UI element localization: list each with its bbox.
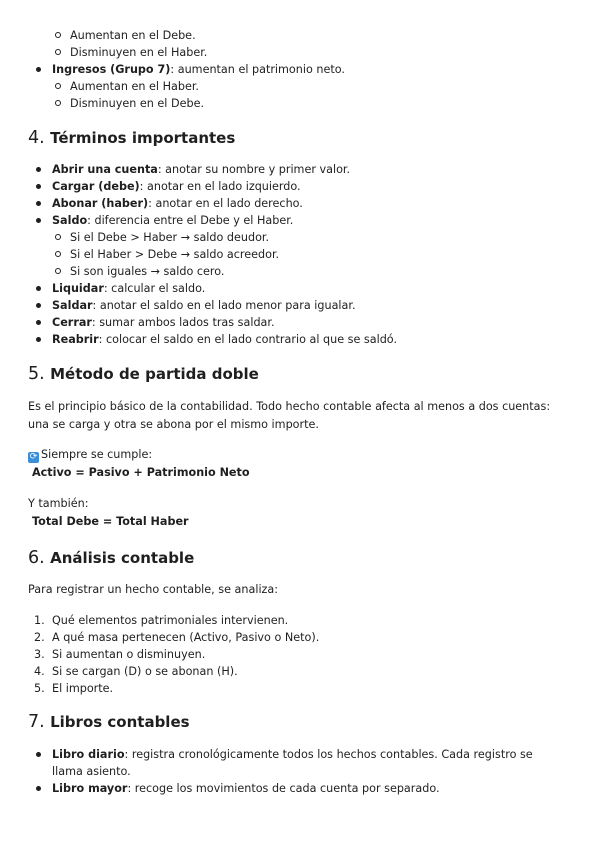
definition: : colocar el saldo en el lado contrario al que se saldó. bbox=[98, 333, 398, 346]
section-number: 4. bbox=[28, 128, 45, 148]
list-item bbox=[0, 178, 600, 195]
list-item bbox=[0, 680, 600, 697]
list-item: Si el Haber > Debe → saldo acreedor. bbox=[0, 246, 600, 263]
section-number: 7. bbox=[28, 712, 45, 732]
list-item: Aumentan en el Debe. bbox=[0, 27, 600, 44]
paragraph: Es el principio básico de la contabilidad. Todo hecho contable afecta al menos a dos cuentas: una se carga y otra se abona por el mismo importe. bbox=[28, 400, 551, 431]
list-item bbox=[0, 280, 600, 297]
list-item bbox=[0, 646, 600, 663]
term: Libro diario bbox=[52, 748, 125, 761]
definition: : anotar en el lado derecho. bbox=[148, 197, 303, 210]
term: Saldar bbox=[52, 299, 93, 312]
list-item: Disminuyen en el Debe. bbox=[0, 95, 600, 112]
section-number: 6. bbox=[28, 548, 45, 568]
item-number: 2. bbox=[34, 631, 45, 644]
list-item bbox=[0, 212, 600, 229]
list-item bbox=[0, 61, 600, 78]
item-text: Si aumentan o disminuyen. bbox=[52, 648, 206, 661]
list-item: Si son iguales → saldo cero. bbox=[0, 263, 600, 280]
steps-list bbox=[0, 612, 600, 697]
section-heading bbox=[28, 363, 259, 385]
item-text: El importe. bbox=[52, 682, 114, 695]
term: Reabrir bbox=[52, 333, 99, 346]
note-text: Siempre se cumple: bbox=[41, 448, 153, 461]
item-text: A qué masa pertenecen (Activo, Pasivo o Neto). bbox=[52, 631, 320, 644]
section-title: Términos importantes bbox=[50, 129, 236, 147]
definition: : calcular el saldo. bbox=[103, 282, 206, 295]
sync-icon: ⟳ bbox=[29, 452, 38, 462]
list-item bbox=[0, 629, 600, 646]
formula: Total Debe = Total Haber bbox=[32, 515, 189, 528]
section-title: Libros contables bbox=[50, 713, 190, 731]
ingresos-sublist bbox=[0, 78, 600, 112]
note-line bbox=[28, 446, 568, 464]
section-number: 5. bbox=[28, 364, 45, 384]
definition: : sumar ambos lados tras saldar. bbox=[91, 316, 275, 329]
note-line: Y también: bbox=[28, 497, 89, 510]
list-item: Aumentan en el Haber. bbox=[0, 78, 600, 95]
item-text: Si se cargan (D) o se abonan (H). bbox=[52, 665, 238, 678]
term: Ingresos (Grupo 7) bbox=[52, 63, 171, 76]
term: Abonar (haber) bbox=[52, 197, 149, 210]
definition: : anotar el saldo en el lado menor para igualar. bbox=[92, 299, 356, 312]
section-title: Método de partida doble bbox=[50, 365, 259, 383]
list-item bbox=[0, 331, 600, 348]
term: Liquidar bbox=[52, 282, 104, 295]
gastos-sublist bbox=[0, 27, 600, 61]
ingresos-list bbox=[0, 61, 600, 78]
definition: : diferencia entre el Debe y el Haber. bbox=[87, 214, 294, 227]
definition: : recoge los movimientos de cada cuenta por separado. bbox=[127, 782, 440, 795]
definition: : anotar en el lado izquierdo. bbox=[139, 180, 301, 193]
item-text: Qué elementos patrimoniales intervienen. bbox=[52, 614, 289, 627]
item-number: 3. bbox=[34, 648, 45, 661]
item-number: 4. bbox=[34, 665, 45, 678]
list-item bbox=[0, 612, 600, 629]
terms-list bbox=[0, 161, 600, 348]
list-item: Si el Debe > Haber → saldo deudor. bbox=[0, 229, 600, 246]
list-item bbox=[0, 746, 562, 780]
item-number: 5. bbox=[34, 682, 45, 695]
section-heading bbox=[28, 127, 235, 149]
term: Cerrar bbox=[52, 316, 92, 329]
list-item bbox=[0, 663, 600, 680]
list-item: Disminuyen en el Haber. bbox=[0, 44, 600, 61]
section-heading bbox=[28, 547, 194, 569]
term: Saldo bbox=[52, 214, 88, 227]
formula: Activo = Pasivo + Patrimonio Neto bbox=[32, 466, 250, 479]
list-item bbox=[0, 161, 600, 178]
section-heading bbox=[28, 711, 190, 733]
definition: : aumentan el patrimonio neto. bbox=[170, 63, 345, 76]
definition: : registra cronológicamente todos los hechos contables. Cada registro se llama asiento. bbox=[52, 748, 533, 778]
paragraph: Para registrar un hecho contable, se analiza: bbox=[28, 583, 279, 596]
term: Cargar (debe) bbox=[52, 180, 140, 193]
section-title: Análisis contable bbox=[50, 549, 195, 567]
list-item bbox=[0, 314, 600, 331]
definition: : anotar su nombre y primer valor. bbox=[157, 163, 351, 176]
item-number: 1. bbox=[34, 614, 45, 627]
list-item bbox=[0, 195, 600, 212]
term: Libro mayor bbox=[52, 782, 128, 795]
term: Abrir una cuenta bbox=[52, 163, 158, 176]
list-item bbox=[0, 297, 600, 314]
list-item bbox=[0, 780, 562, 797]
books-list bbox=[0, 746, 600, 797]
